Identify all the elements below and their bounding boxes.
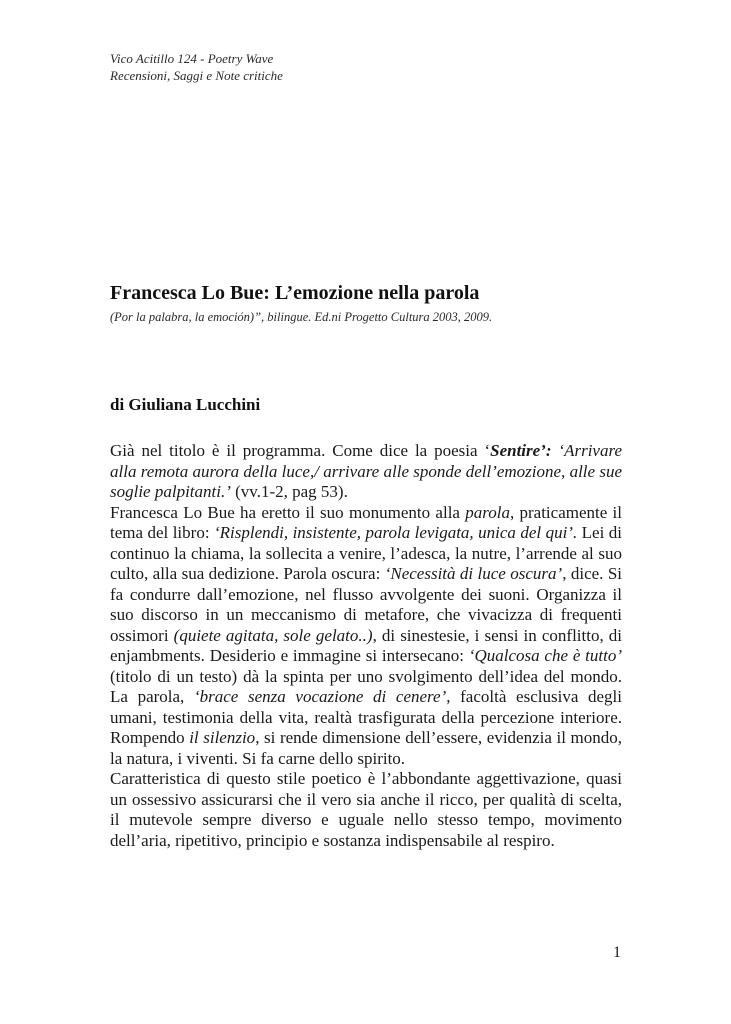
text-run: , si rende dimensione dell’essere, evidenzia il mondo, la natura, i viventi. Si fa carne dello spirito. xyxy=(110,728,622,768)
italic-run: ‘brace senza vocazione di cenere’ xyxy=(193,687,447,706)
text-run: (titolo di un testo) dà la spinta per uno svolgimento dell’idea del mondo. La parola, xyxy=(110,666,622,706)
body-paragraph xyxy=(110,503,622,770)
header-line-2: Recensioni, Saggi e Note critiche xyxy=(110,68,283,83)
text-run: Francesca Lo Bue ha eretto il suo monumento alla xyxy=(110,502,466,522)
header-line-1: Vico Acitillo 124 - Poetry Wave xyxy=(110,51,274,66)
bold-italic-run: Sentire’: xyxy=(490,441,552,460)
text-run: , facoltà esclusiva degli umani, testimonia della vita, realtà trasfigurata della percezione interiore. Rompendo xyxy=(110,687,623,747)
body-paragraph xyxy=(110,769,622,851)
article-author: di Giuliana Lucchini xyxy=(110,395,261,414)
text-run: Lei di continuo la chiama, la sollecita a venire, l’adesca, la nutre, l’arrende al suo culto, alla sua dedizione. Parola oscura: xyxy=(110,523,622,583)
body-paragraph xyxy=(110,441,622,503)
text-run: Caratteristica di questo stile poetico è l’abbondante aggettivazione, quasi un ossessivo assicurarsi che il vero sia anche il ricco, per qualità di scelta, il mutevole sempre diverso e uguale nello stesso tempo, movimento dell’aria, ripetitivo, principio e sostanza indispensabile al respiro. xyxy=(110,769,622,850)
document-header xyxy=(110,50,283,84)
article-body xyxy=(110,441,622,851)
text-run: , di sinestesie, i sensi in conflitto, di enjambments. Desiderio e immagine si intersecano: xyxy=(110,625,623,665)
italic-run: ‘Arrivare alla remota aurora della luce,/ arrivare alle sponde dell’emozione, alle sue soglie palpitanti.’ xyxy=(110,441,622,501)
italic-run: il silenzio xyxy=(189,728,256,747)
text-run: , dice. Si fa condurre dall’emozione, nel flusso avvolgente dei suoni. Organizza il suo discorso in un meccanismo di metafore, che vivacizza di frequenti ossimori xyxy=(110,564,622,645)
italic-run: ‘Necessità di luce oscura’ xyxy=(384,564,563,583)
italic-run: (quiete agitata, sole gelato..) xyxy=(173,625,373,645)
text-run: , praticamente il tema del libro: xyxy=(110,502,622,542)
text-run: (vv.1-2, pag 53). xyxy=(230,482,348,501)
article-title: Francesca Lo Bue: L’emozione nella parola xyxy=(110,282,480,304)
italic-run: ‘Qualcosa che è tutto’ xyxy=(468,646,622,665)
italic-run: parola xyxy=(465,502,510,522)
article-subtitle: (Por la palabra, la emoción)”, bilingue. Ed.ni Progetto Cultura 2003, 2009. xyxy=(110,310,493,324)
italic-run: ‘Risplendi, insistente, parola levigata, unica del qui’. xyxy=(214,523,578,542)
text-run: Già nel titolo è il programma. Come dice la poesia ‘ xyxy=(110,441,491,460)
page-number: 1 xyxy=(613,944,621,961)
